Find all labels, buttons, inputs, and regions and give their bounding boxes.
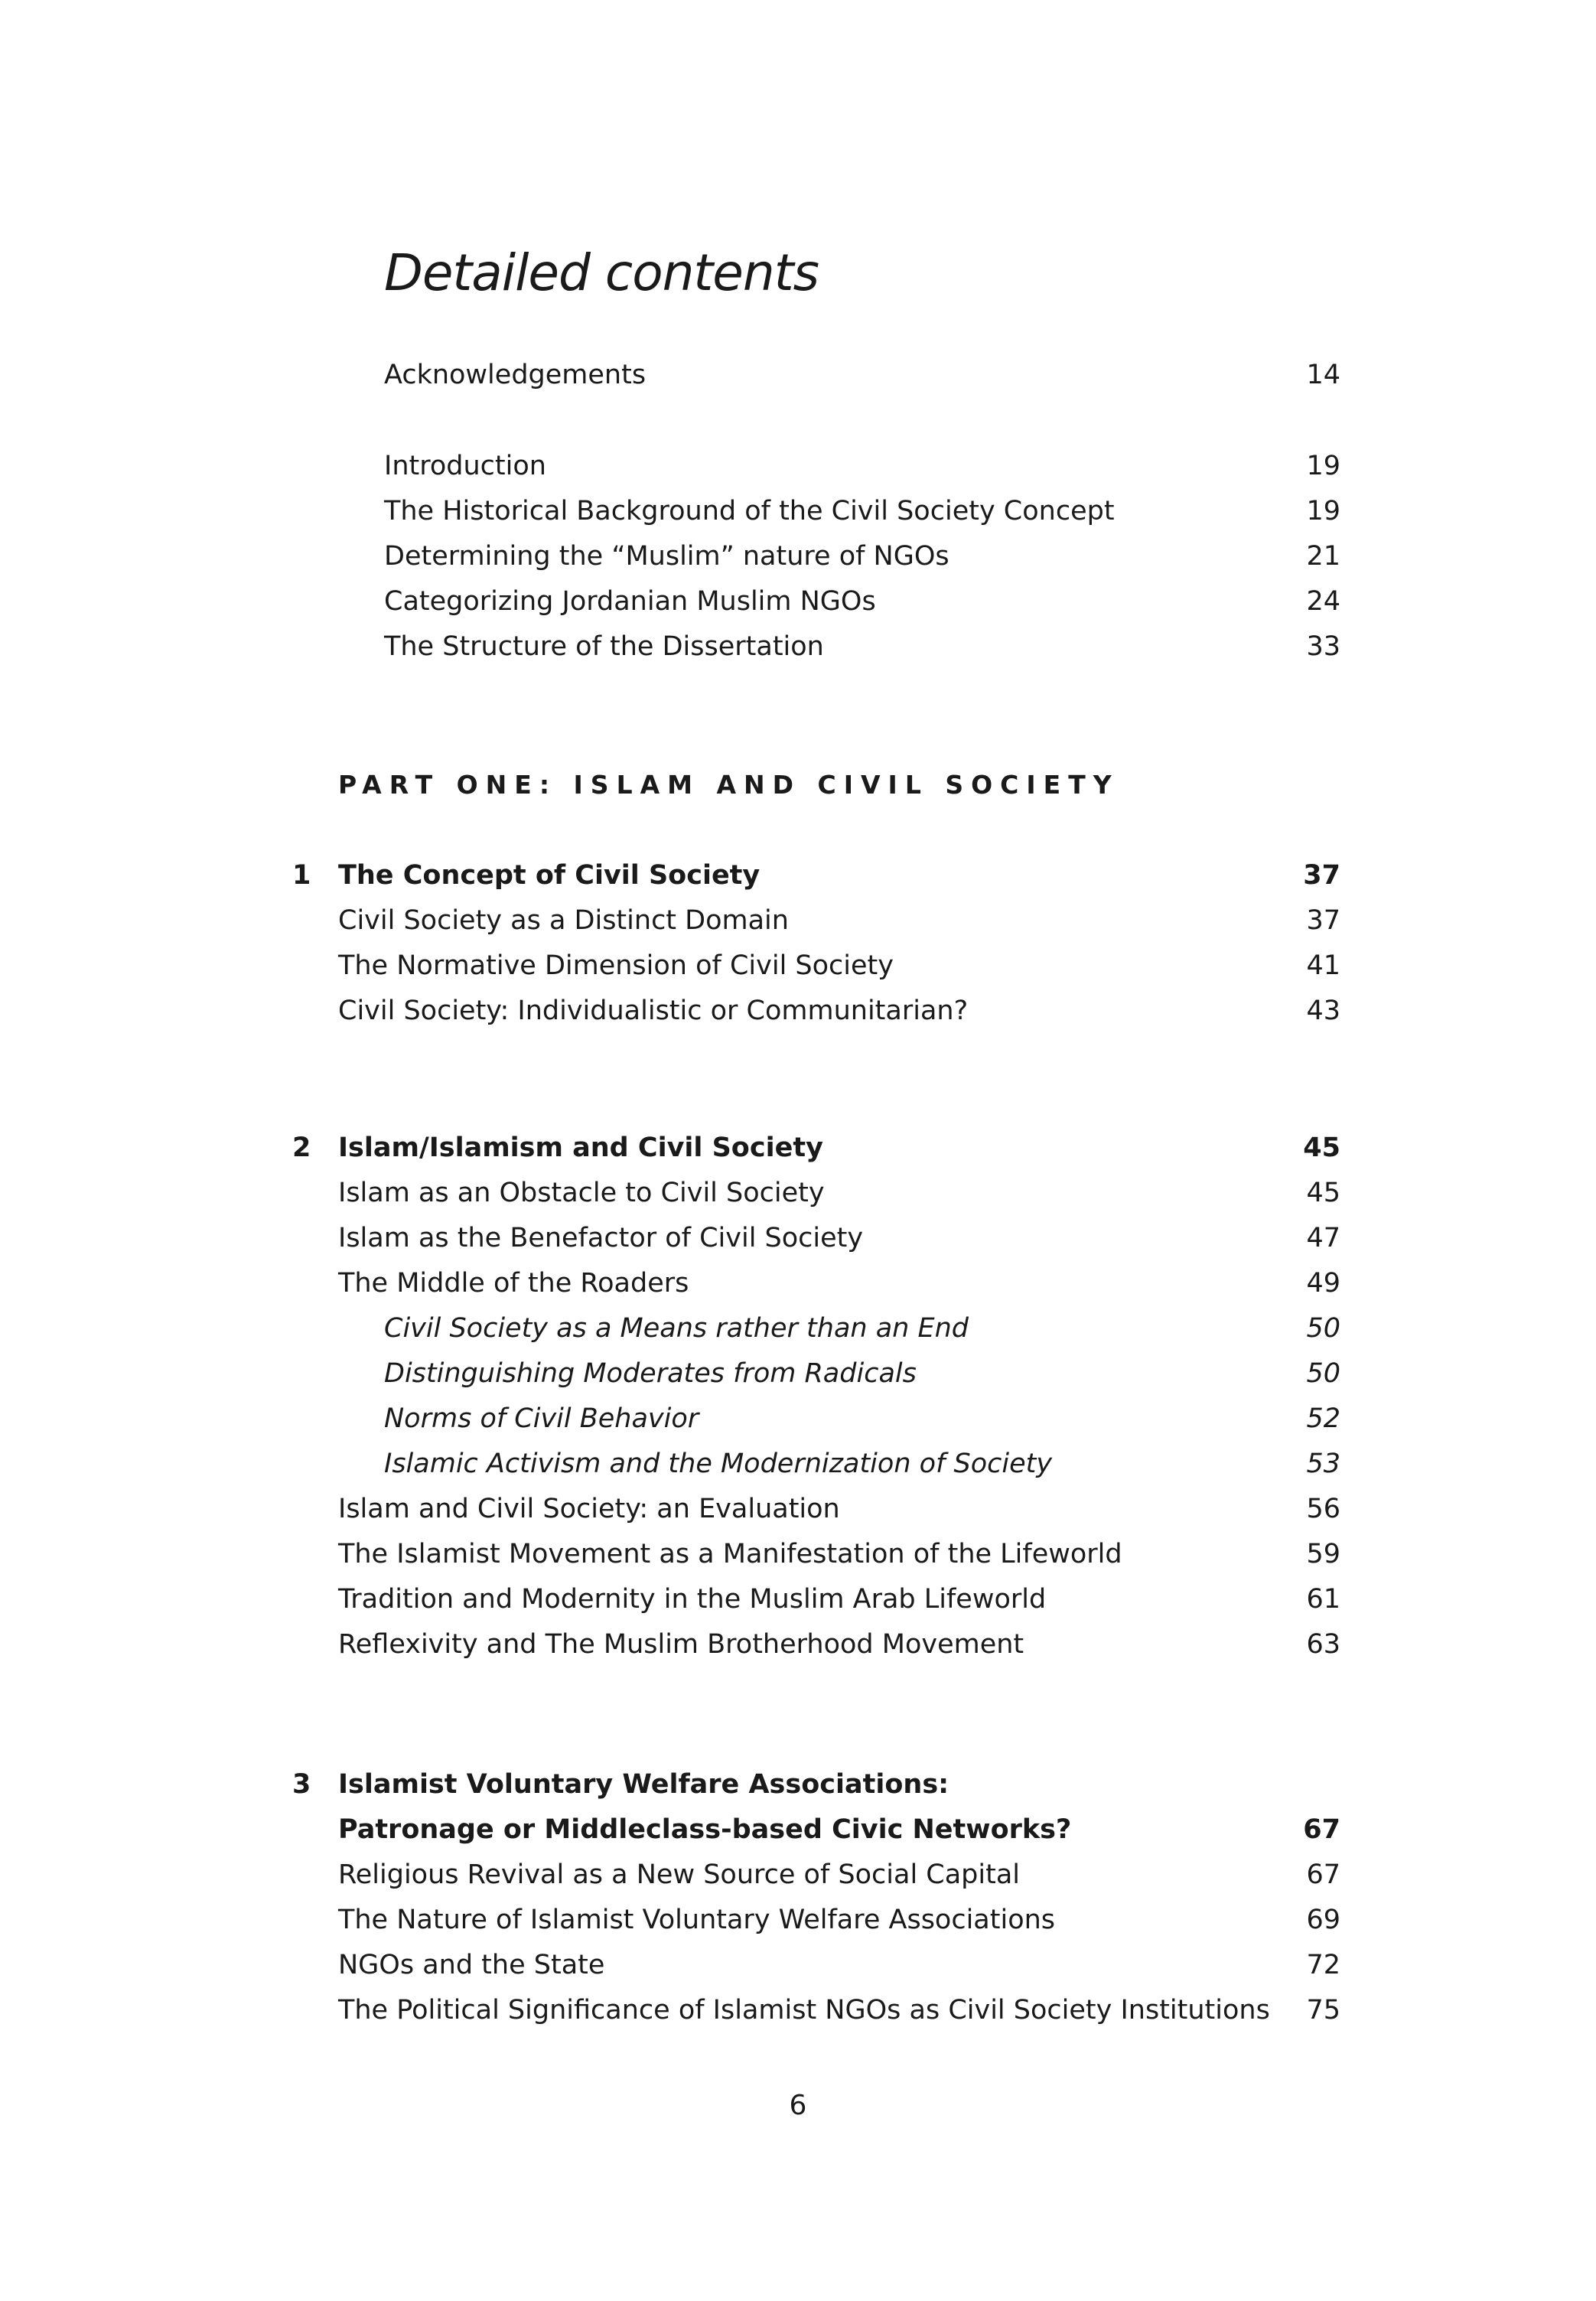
toc-entry-page: 14: [1306, 360, 1340, 390]
toc-entry[interactable]: [0, 624, 1596, 670]
chapter-title: Patronage or Middleclass-based Civic Networks?: [338, 1814, 1072, 1845]
chapter-title: Islam/Islamism and Civil Society: [338, 1133, 823, 1163]
toc-entry-title: Religious Revival as a New Source of Social Capital: [338, 1859, 1021, 1890]
toc-entry-title: The Political Significance of Islamist NGOs as Civil Society Institutions: [338, 1995, 1270, 2026]
toc-entry-title: The Islamist Movement as a Manifestation of the Lifeworld: [338, 1539, 1122, 1569]
toc-entry[interactable]: [0, 352, 1596, 398]
toc-entry-title: Civil Society as a Distinct Domain: [338, 905, 789, 936]
toc-entry[interactable]: [0, 1852, 1596, 1898]
toc-entry-page: 37: [1306, 905, 1340, 936]
toc-entry-page: 53: [1306, 1449, 1340, 1479]
toc-entry-page: 50: [1306, 1313, 1340, 1344]
toc-entry-title: Norms of Civil Behavior: [384, 1403, 699, 1434]
toc-entry-title: Categorizing Jordanian Muslim NGOs: [384, 586, 876, 617]
chapter-page: 67: [1303, 1814, 1340, 1845]
toc-entry-title: Introduction: [384, 451, 546, 481]
chapter-number: 2: [292, 1133, 311, 1163]
toc-entry[interactable]: [0, 443, 1596, 489]
chapter-heading[interactable]: [0, 1762, 1596, 1807]
toc-entry-page: 21: [1306, 541, 1340, 572]
toc-entry-page: 56: [1306, 1494, 1340, 1524]
toc-entry[interactable]: [0, 533, 1596, 579]
chapter-number: 1: [292, 860, 311, 891]
toc-entry[interactable]: [0, 1897, 1596, 1943]
toc-entry[interactable]: [0, 1576, 1596, 1622]
toc-entry-page: 72: [1306, 1950, 1340, 1980]
toc-entry-page: 59: [1306, 1539, 1340, 1569]
toc-entry-page: 75: [1306, 1995, 1340, 2026]
toc-entry[interactable]: [0, 488, 1596, 534]
toc-entry-page: 45: [1306, 1178, 1340, 1208]
toc-entry-page: 49: [1306, 1268, 1340, 1299]
toc-entry-page: 61: [1306, 1584, 1340, 1615]
toc-entry-page: 19: [1306, 451, 1340, 481]
chapter-number: 3: [292, 1769, 311, 1800]
page-title: Detailed contents: [384, 243, 819, 302]
part-heading: PART ONE: ISLAM AND CIVIL SOCIETY: [338, 770, 1119, 800]
toc-entry-title: Civil Society: Individualistic or Communitarian?: [338, 996, 969, 1026]
toc-entry-page: 50: [1306, 1358, 1340, 1389]
toc-entry-title: The Historical Background of the Civil Society Concept: [384, 496, 1115, 526]
toc-entry-page: 67: [1306, 1859, 1340, 1890]
toc-entry[interactable]: [0, 579, 1596, 624]
toc-entry-page: 19: [1306, 496, 1340, 526]
chapter-page: 45: [1303, 1133, 1340, 1163]
toc-entry-title: Islam and Civil Society: an Evaluation: [338, 1494, 840, 1524]
chapter-heading[interactable]: [0, 1125, 1596, 1171]
chapter-title: Islamist Voluntary Welfare Associations:: [338, 1769, 949, 1800]
toc-entry[interactable]: [0, 1621, 1596, 1667]
toc-entry-title: The Structure of the Dissertation: [384, 631, 824, 662]
toc-entry-title: Tradition and Modernity in the Muslim Arab Lifeworld: [338, 1584, 1047, 1615]
toc-entry-title: The Normative Dimension of Civil Society: [338, 950, 894, 981]
chapter-heading[interactable]: [0, 852, 1596, 898]
toc-subentry[interactable]: [0, 1396, 1596, 1442]
toc-entry[interactable]: [0, 1987, 1596, 2033]
toc-entry-page: 41: [1306, 950, 1340, 981]
toc-entry-title: Reflexivity and The Muslim Brotherhood Movement: [338, 1629, 1024, 1660]
toc-entry[interactable]: [0, 898, 1596, 944]
toc-entry-title: Islamic Activism and the Modernization of Society: [384, 1449, 1053, 1479]
toc-subentry[interactable]: [0, 1305, 1596, 1351]
toc-subentry[interactable]: [0, 1441, 1596, 1487]
toc-entry[interactable]: [0, 1215, 1596, 1261]
toc-entry-title: The Nature of Islamist Voluntary Welfare Associations: [338, 1905, 1056, 1935]
chapter-heading-continued[interactable]: [0, 1807, 1596, 1853]
toc-entry-title: Civil Society as a Means rather than an End: [384, 1313, 969, 1344]
toc-entry-page: 43: [1306, 996, 1340, 1026]
toc-entry-page: 69: [1306, 1905, 1340, 1935]
toc-entry[interactable]: [0, 1486, 1596, 1532]
toc-entry[interactable]: [0, 988, 1596, 1034]
toc-entry-title: Islam as an Obstacle to Civil Society: [338, 1178, 825, 1208]
toc-entry-page: 63: [1306, 1629, 1340, 1660]
toc-entry[interactable]: [0, 1942, 1596, 1988]
toc-entry-title: Acknowledgements: [384, 360, 647, 390]
toc-entry-title: NGOs and the State: [338, 1950, 605, 1980]
toc-subentry[interactable]: [0, 1351, 1596, 1397]
toc-entry[interactable]: [0, 943, 1596, 989]
toc-entry-title: Islam as the Benefactor of Civil Society: [338, 1223, 864, 1253]
chapter-title: The Concept of Civil Society: [338, 860, 761, 891]
toc-entry-page: 47: [1306, 1223, 1340, 1253]
toc-entry[interactable]: [0, 1531, 1596, 1577]
toc-entry-page: 24: [1306, 586, 1340, 617]
toc-entry-page: 52: [1306, 1403, 1340, 1434]
toc-entry-title: The Middle of the Roaders: [338, 1268, 689, 1299]
toc-entry-title: Determining the “Muslim” nature of NGOs: [384, 541, 949, 572]
toc-entry-title: Distinguishing Moderates from Radicals: [384, 1358, 917, 1389]
page-number: 6: [789, 2090, 807, 2121]
toc-entry[interactable]: [0, 1260, 1596, 1306]
toc-entry[interactable]: [0, 1170, 1596, 1216]
toc-entry-page: 33: [1306, 631, 1340, 662]
chapter-page: 37: [1303, 860, 1340, 891]
